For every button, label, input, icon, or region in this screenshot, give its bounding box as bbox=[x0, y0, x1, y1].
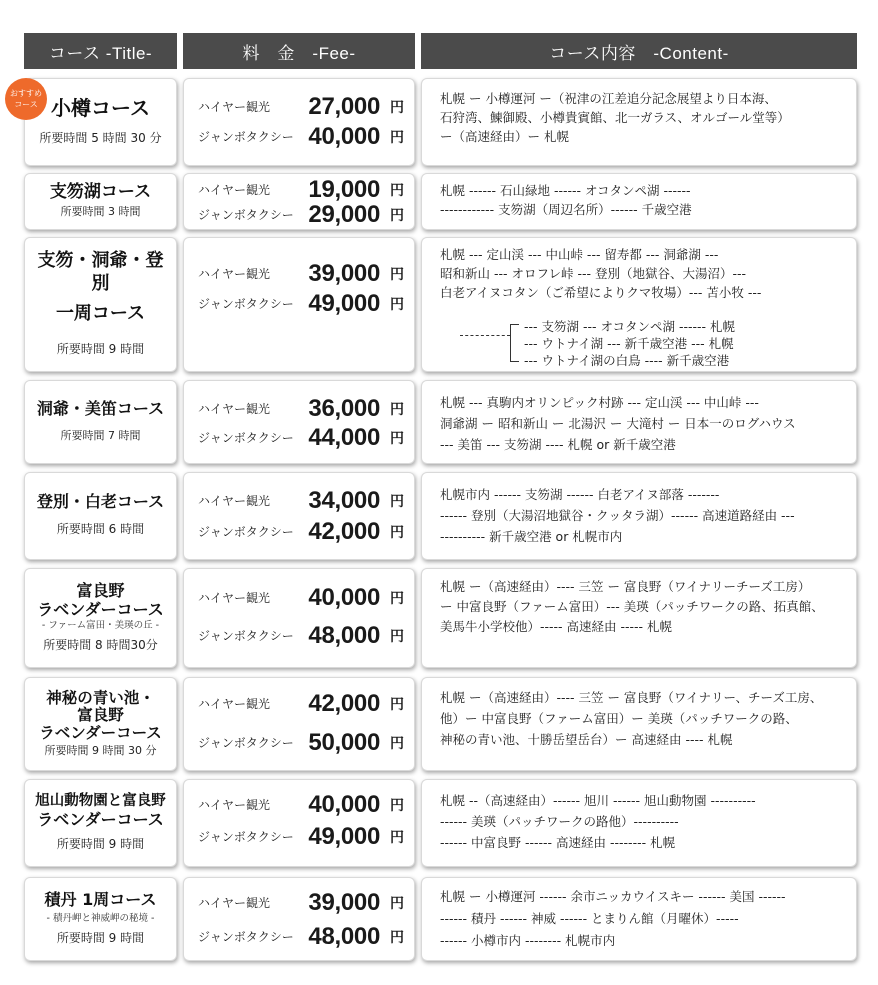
course-content-card bbox=[421, 877, 857, 961]
route-line: 美馬牛小学校他）----- 高速経由 ----- 札幌 bbox=[440, 619, 673, 634]
fee-label: ハイヤー観光 bbox=[198, 267, 271, 281]
fee-unit: 円 bbox=[390, 629, 404, 645]
route-line: 札幌 --（高速経由）------ 旭川 ------ 旭山動物園 ---------- bbox=[440, 793, 756, 808]
fee-value: 27,000 bbox=[308, 93, 380, 120]
course-title: ラベンダーコース bbox=[39, 724, 162, 743]
course-title: 富良野 bbox=[76, 580, 125, 600]
fee-label: ジャンボタクシー bbox=[198, 629, 294, 643]
route-line: ー 中富良野（ファーム富田）--- 美瑛（パッチワークの路、拓真館、 bbox=[440, 599, 824, 614]
fee-label: ジャンボタクシー bbox=[198, 830, 294, 844]
route-line: ------ 美瑛（パッチワークの路他）---------- bbox=[440, 814, 679, 829]
fee-label: ハイヤー観光 bbox=[198, 697, 271, 711]
course-fee-card bbox=[183, 237, 415, 372]
fee-jumbo bbox=[184, 122, 414, 152]
fee-unit: 円 bbox=[390, 100, 404, 116]
route-line: ー（高速経由）ー 札幌 bbox=[440, 129, 569, 144]
course-title: 旭山動物園と富良野 bbox=[35, 792, 166, 809]
route-line: 札幌 ー（高速経由）---- 三笠 ー 富良野（ワイナリー、チーズ工房、 bbox=[440, 690, 823, 705]
course-fee-card bbox=[183, 568, 415, 668]
course-title: 洞爺・美笛コース bbox=[36, 399, 165, 419]
fee-value: 42,000 bbox=[308, 690, 380, 717]
course-duration: 所要時間 5 時間 30 分 bbox=[39, 130, 162, 145]
fee-unit: 円 bbox=[390, 896, 404, 912]
course-title: 神秘の青い池・ bbox=[46, 688, 155, 707]
fee-label: ジャンボタクシー bbox=[198, 130, 294, 144]
course-title: 小樽コース bbox=[51, 95, 150, 120]
branch-line: --- ウトナイ湖の白鳥 ---- 新千歳空港 bbox=[524, 353, 730, 368]
course-duration: 所要時間 9 時間 bbox=[56, 931, 145, 946]
fee-value: 48,000 bbox=[308, 622, 380, 649]
course-fee-card bbox=[183, 78, 415, 166]
route-line: --- 美笛 --- 支笏湖 ---- 札幌 or 新千歳空港 bbox=[440, 437, 676, 452]
fee-label: ジャンボタクシー bbox=[198, 930, 294, 944]
fee-unit: 円 bbox=[390, 297, 404, 313]
fee-label: ハイヤー観光 bbox=[198, 183, 271, 197]
fee-label: ジャンボタクシー bbox=[198, 297, 294, 311]
course-title: 富良野 bbox=[77, 706, 124, 725]
fee-label: ジャンボタクシー bbox=[198, 208, 294, 222]
fee-value: 40,000 bbox=[308, 123, 380, 150]
route-line: 札幌 ------ 石山緑地 ------ オコタンペ湖 ------ bbox=[440, 183, 691, 198]
fee-value: 29,000 bbox=[308, 201, 380, 228]
course-route bbox=[440, 245, 846, 302]
route-line: 他）ー 中富良野（ファーム富田）ー 美瑛（パッチワークの路、 bbox=[440, 711, 798, 726]
branch-lead-line bbox=[460, 335, 510, 336]
fee-unit: 円 bbox=[390, 798, 404, 814]
header-content: コース内容 -Content- bbox=[421, 33, 857, 69]
course-content-card bbox=[421, 237, 857, 372]
fee-unit: 円 bbox=[390, 830, 404, 846]
header-title: コース -Title- bbox=[24, 33, 177, 69]
course-content-card bbox=[421, 472, 857, 560]
route-line: 札幌 ー 小樽運河 ー（祝津の江差追分記念展望より日本海、 bbox=[440, 91, 777, 106]
fee-unit: 円 bbox=[390, 267, 404, 283]
fee-label: ハイヤー観光 bbox=[198, 402, 271, 416]
route-line: 札幌 --- 定山渓 --- 中山峠 --- 留寿都 --- 洞爺湖 --- bbox=[440, 247, 719, 262]
fee-label: ハイヤー観光 bbox=[198, 591, 271, 605]
route-line: 札幌 --- 真駒内オリンピック村跡 --- 定山渓 --- 中山峠 --- bbox=[440, 395, 759, 410]
fee-value: 44,000 bbox=[308, 424, 380, 451]
fee-unit: 円 bbox=[390, 525, 404, 541]
course-subtitle: - ファーム富田・美瑛の丘 - bbox=[41, 619, 160, 631]
branch-bracket bbox=[510, 324, 519, 362]
course-fee-card bbox=[183, 877, 415, 961]
fee-unit: 円 bbox=[390, 591, 404, 607]
fee-unit: 円 bbox=[390, 736, 404, 752]
course-title: 積丹 1周コース bbox=[44, 889, 157, 909]
course-title-card bbox=[24, 677, 177, 771]
fee-unit: 円 bbox=[390, 208, 404, 224]
course-title-card bbox=[24, 173, 177, 230]
course-duration: 所要時間 7 時間 bbox=[60, 429, 141, 443]
course-duration: 所要時間 9 時間 30 分 bbox=[44, 744, 157, 758]
route-line: ------ 登別（大湯沼地獄谷・クッタラ湖）------ 高速道路経由 --- bbox=[440, 508, 795, 523]
course-title: 登別・白老コース bbox=[36, 492, 165, 512]
course-duration: 所要時間 9 時間 bbox=[56, 837, 145, 852]
course-fee-card bbox=[183, 779, 415, 867]
course-title-card bbox=[24, 78, 177, 166]
fee-value: 39,000 bbox=[308, 260, 380, 287]
course-title: ラベンダーコース bbox=[37, 599, 164, 619]
fee-unit: 円 bbox=[390, 183, 404, 199]
route-branches bbox=[460, 318, 840, 372]
course-content-card bbox=[421, 677, 857, 771]
course-fee-card bbox=[183, 677, 415, 771]
route-line: 白老アイヌコタン（ご希望によりクマ牧場）--- 苫小牧 --- bbox=[440, 285, 762, 300]
fee-label: ジャンボタクシー bbox=[198, 736, 294, 750]
course-duration: 所要時間 8 時間30分 bbox=[43, 638, 158, 653]
route-line: 石狩湾、鰊御殿、小樽貴賓館、北一ガラス、オルゴール堂等） bbox=[440, 110, 790, 125]
fee-value: 50,000 bbox=[308, 729, 380, 756]
course-content-card bbox=[421, 568, 857, 668]
fee-unit: 円 bbox=[390, 697, 404, 713]
course-fee-card bbox=[183, 380, 415, 464]
course-title: ラベンダーコース bbox=[37, 810, 164, 830]
route-line: 洞爺湖 ー 昭和新山 ー 北湯沢 ー 大滝村 ー 日本一のログハウス bbox=[440, 416, 796, 431]
fee-value: 34,000 bbox=[308, 487, 380, 514]
course-duration: 所要時間 6 時間 bbox=[56, 522, 145, 537]
route-line: 昭和新山 --- オロフレ峠 --- 登別（地獄谷、大湯沼）--- bbox=[440, 266, 746, 281]
course-route bbox=[440, 790, 846, 853]
course-fee-card bbox=[183, 472, 415, 560]
course-route bbox=[440, 886, 846, 952]
course-route bbox=[440, 392, 846, 455]
course-title-card bbox=[24, 877, 177, 961]
fee-hire bbox=[184, 92, 414, 122]
fee-value: 19,000 bbox=[308, 176, 380, 203]
fee-unit: 円 bbox=[390, 402, 404, 418]
course-content-card bbox=[421, 78, 857, 166]
course-title-card bbox=[24, 472, 177, 560]
route-line: ------ 小樽市内 -------- 札幌市内 bbox=[440, 933, 616, 948]
course-title: 一周コース bbox=[55, 303, 146, 325]
branch-line: --- 支笏湖 --- オコタンペ湖 ------ 札幌 bbox=[524, 319, 735, 334]
header-fee: 料 金 -Fee- bbox=[183, 33, 415, 69]
fee-value: 48,000 bbox=[308, 923, 380, 950]
route-line: 札幌 ー 小樽運河 ------ 余市ニッカウイスキー ------ 美国 ------ bbox=[440, 889, 786, 904]
course-fee-card bbox=[183, 173, 415, 230]
fee-unit: 円 bbox=[390, 930, 404, 946]
fee-label: ジャンボタクシー bbox=[198, 525, 294, 539]
fee-label: ハイヤー観光 bbox=[198, 100, 271, 114]
course-content-card bbox=[421, 380, 857, 464]
fee-unit: 円 bbox=[390, 431, 404, 447]
route-line: ---------- 新千歳空港 or 札幌市内 bbox=[440, 529, 623, 544]
fee-unit: 円 bbox=[390, 494, 404, 510]
course-title: 支笏湖コース bbox=[49, 182, 152, 203]
fee-unit: 円 bbox=[390, 130, 404, 146]
course-content-card bbox=[421, 173, 857, 230]
course-route bbox=[440, 181, 846, 219]
course-title-card bbox=[24, 380, 177, 464]
course-title-card bbox=[24, 237, 177, 372]
course-title: 支笏・洞爺・登別 bbox=[37, 250, 164, 294]
course-content-card bbox=[421, 779, 857, 867]
fee-value: 49,000 bbox=[308, 823, 380, 850]
fee-label: ハイヤー観光 bbox=[198, 896, 271, 910]
fee-label: ジャンボタクシー bbox=[198, 431, 294, 445]
route-line: ------------ 支笏湖（周辺名所）------ 千歳空港 bbox=[440, 202, 692, 217]
fee-label: ハイヤー観光 bbox=[198, 798, 271, 812]
fee-label: ハイヤー観光 bbox=[198, 494, 271, 508]
route-line: ------ 中富良野 ------ 高速経由 -------- 札幌 bbox=[440, 835, 676, 850]
fee-value: 40,000 bbox=[308, 584, 380, 611]
route-line: 札幌 ー（高速経由）---- 三笠 ー 富良野（ワイナリーチーズ工房） bbox=[440, 579, 811, 594]
route-line: ------ 積丹 ------ 神威 ------ とまりん館（月曜休）----- bbox=[440, 911, 739, 926]
fee-value: 39,000 bbox=[308, 889, 380, 916]
fee-value: 40,000 bbox=[308, 791, 380, 818]
recommended-badge: おすすめ コース bbox=[5, 78, 47, 120]
fee-value: 49,000 bbox=[308, 290, 380, 317]
course-title-card bbox=[24, 779, 177, 867]
course-route bbox=[440, 577, 846, 637]
course-duration: 所要時間 3 時間 bbox=[60, 205, 141, 219]
fee-value: 42,000 bbox=[308, 518, 380, 545]
course-route bbox=[440, 687, 846, 750]
route-line: 札幌市内 ------ 支笏湖 ------ 白老アイヌ部落 ------- bbox=[440, 487, 720, 502]
course-route bbox=[440, 89, 846, 146]
course-route bbox=[440, 484, 846, 547]
route-line: 神秘の青い池、十勝岳望岳台）ー 高速経由 ---- 札幌 bbox=[440, 732, 733, 747]
course-subtitle: - 積丹岬と神威岬の秘境 - bbox=[46, 912, 155, 924]
fee-value: 36,000 bbox=[308, 395, 380, 422]
course-duration: 所要時間 9 時間 bbox=[56, 341, 145, 356]
branch-line: --- ウトナイ湖 --- 新千歳空港 --- 札幌 bbox=[524, 336, 734, 351]
course-title-card bbox=[24, 568, 177, 668]
